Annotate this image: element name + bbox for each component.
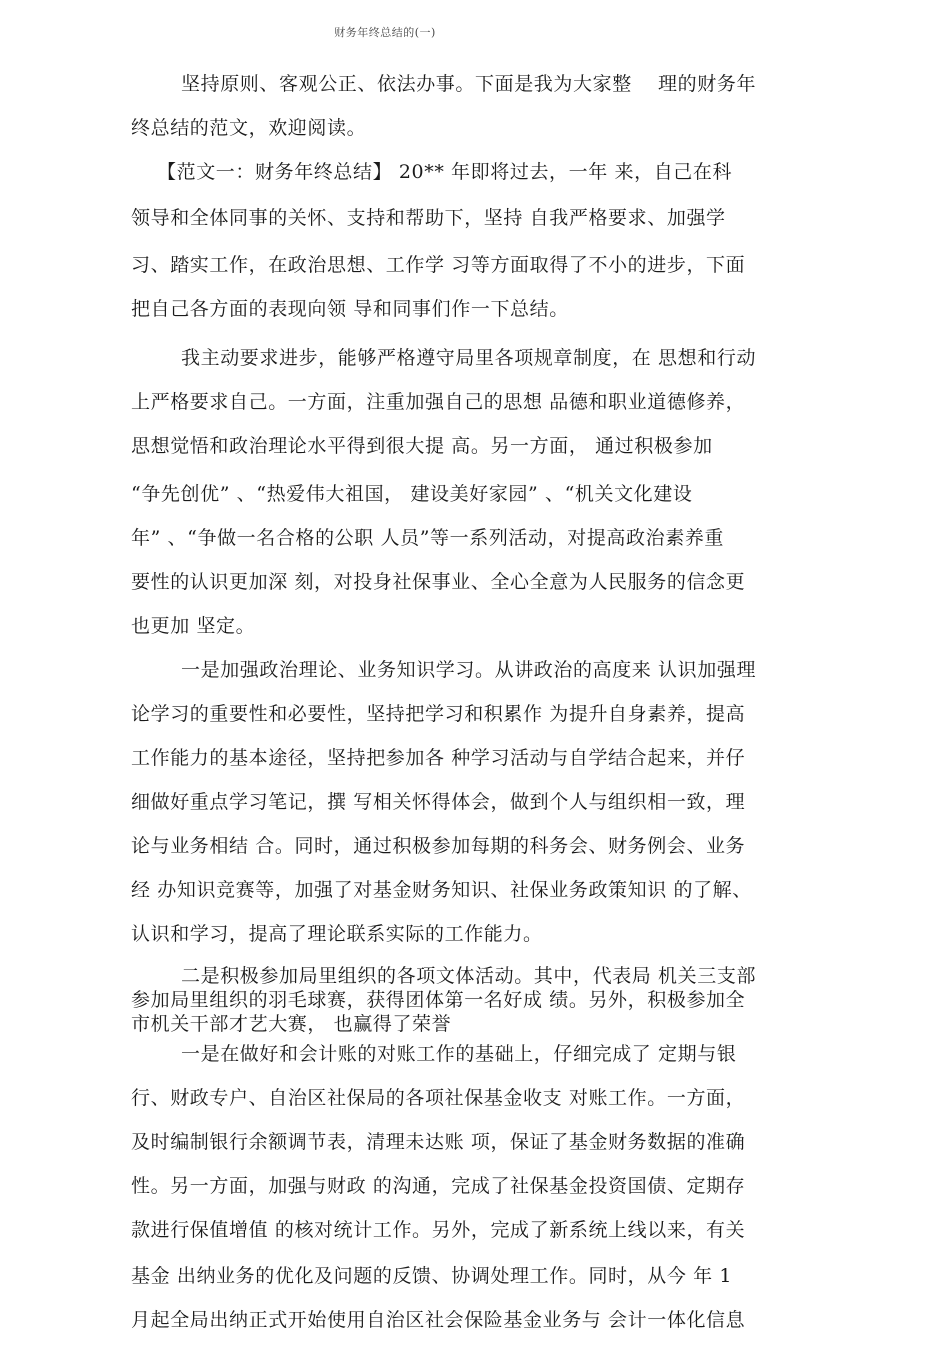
- page-header: 财务年终总结的(一): [334, 26, 436, 39]
- paragraph-study: [131, 648, 803, 956]
- paragraph-activities: [131, 964, 803, 1036]
- text-line: 要性的认识更加深 刻，对投身社保事业、全心全意为人民服务的信念更: [131, 571, 746, 593]
- text-line: 坚持原则、客观公正、依法办事。下面是我为大家整 理的财务年: [181, 73, 757, 95]
- text-line: 论与业务相结 合。同时，通过积极参加每期的科务会、财务例会、业务: [131, 835, 746, 857]
- text-line: 款进行保值增值 的核对统计工作。另外，完成了新系统上线以来，有关: [131, 1219, 746, 1241]
- paragraph-reconciliation: [131, 1032, 803, 1342]
- paragraph-intro: [131, 62, 803, 150]
- text-line: 我主动要求进步，能够严格遵守局里各项规章制度，在 思想和行动: [181, 347, 757, 369]
- paragraph-sample-one: [131, 150, 803, 331]
- text-line: 二是积极参加局里组织的各项文体活动。其中，代表局 机关三支部: [181, 965, 757, 987]
- text-line: 认识和学习，提高了理论联系实际的工作能力。: [131, 923, 543, 945]
- text-line: 市机关干部才艺大赛， 也赢得了荣誉: [131, 1013, 452, 1035]
- text-line: 工作能力的基本途径，坚持把参加各 种学习活动与自学结合起来，并仔: [131, 747, 746, 769]
- text-line: 参加局里组织的羽毛球赛，获得团体第一名好成 绩。另外，积极参加全: [131, 989, 746, 1011]
- text-line: 把自己各方面的表现向领 导和同事们作一下总结。: [131, 298, 569, 320]
- text-line: 上严格要求自己。一方面，注重加强自己的思想 品德和职业道德修养，: [131, 391, 746, 413]
- text-line: 细做好重点学习笔记，撰 写相关怀得体会，做到个人与组织相一致，理: [131, 791, 746, 813]
- text-line: 习、踏实工作，在政治思想、工作学 习等方面取得了不小的进步，下面: [131, 254, 746, 276]
- text-line: 终总结的范文，欢迎阅读。: [131, 117, 367, 139]
- text-line: 领导和全体同事的关怀、支持和帮助下，坚持 自我严格要求、加强学: [131, 207, 726, 229]
- text-line: 思想觉悟和政治理论水平得到很大提 高。另一方面， 通过积极参加: [131, 435, 713, 457]
- text-line: 一是在做好和会计账的对账工作的基础上，仔细完成了 定期与银: [181, 1043, 737, 1065]
- paragraph-progress: [131, 336, 803, 648]
- text-line: 也更加 坚定。: [131, 615, 256, 637]
- text-line: 基金 出纳业务的优化及问题的反馈、协调处理工作。同时，从今 年 1: [131, 1265, 733, 1287]
- text-line: 性。另一方面，加强与财政 的沟通，完成了社保基金投资国债、定期存: [131, 1175, 746, 1197]
- text-line: 年” 、“争做一名合格的公职 人员”等一系列活动，对提高政治素养重: [131, 527, 725, 549]
- text-line: 及时编制银行余额调节表，清理未达账 项，保证了基金财务数据的准确: [131, 1131, 746, 1153]
- text-line: 【范文一：财务年终总结】 20** 年即将过去，一年 来，自己在科: [157, 161, 733, 183]
- text-line: “争先创优” 、“热爱伟大祖国， 建设美好家园” 、“机关文化建设: [131, 483, 693, 505]
- text-line: 行、财政专户、自治区社保局的各项社保基金收支 对账工作。一方面，: [131, 1087, 746, 1109]
- text-line: 经 办知识竞赛等，加强了对基金财务知识、社保业务政策知识 的了解、: [131, 879, 752, 901]
- text-line: 月起全局出纳正式开始使用自治区社会保险基金业务与 会计一体化信息: [131, 1309, 746, 1331]
- text-line: 论学习的重要性和必要性，坚持把学习和积累作 为提升自身素养，提高: [131, 703, 746, 725]
- text-line: 一是加强政治理论、业务知识学习。从讲政治的高度来 认识加强理: [181, 659, 757, 681]
